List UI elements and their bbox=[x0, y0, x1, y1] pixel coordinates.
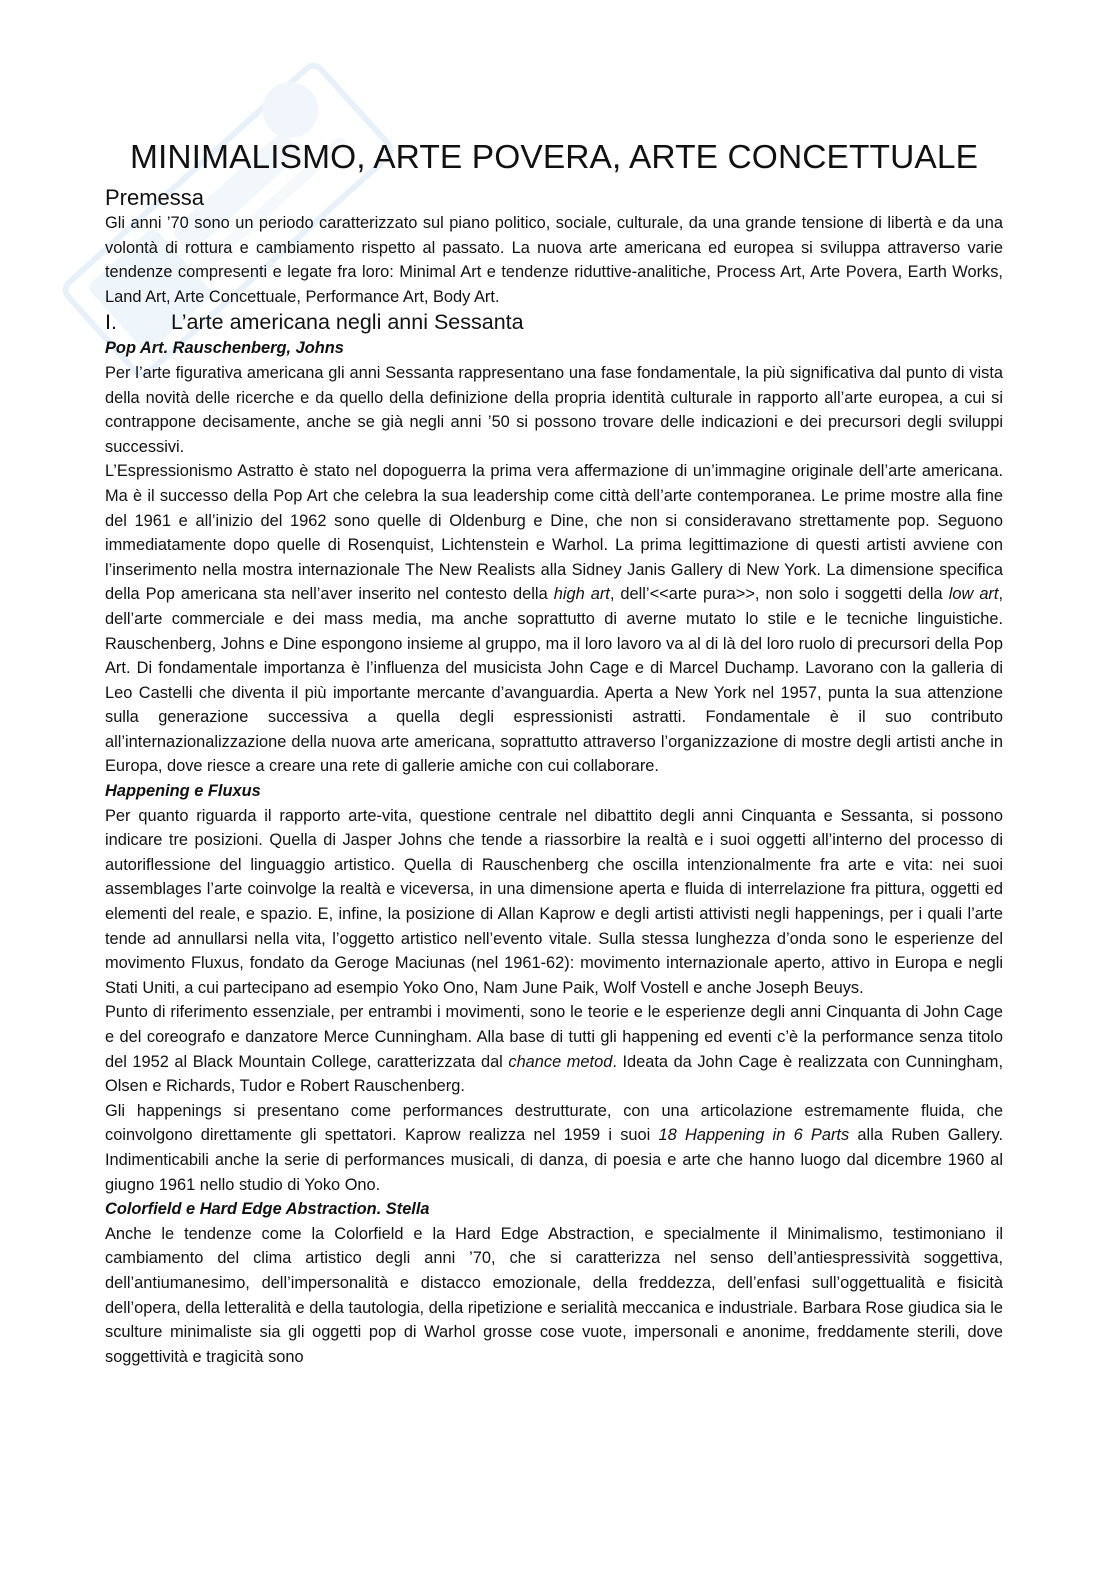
chapter-heading bbox=[105, 309, 1003, 336]
happening-paragraph-2 bbox=[105, 1000, 1003, 1098]
italic-term-chance-metod: chance metod bbox=[508, 1052, 613, 1071]
colorfield-heading: Colorfield e Hard Edge Abstraction. Stella bbox=[105, 1200, 430, 1219]
document-page bbox=[105, 138, 1003, 1369]
text-run: , dell’arte commerciale e dei mass media, ma anche soprattutto di averne mutato lo stile e le tecniche linguistiche. Rauschenberg, Johns e Dine espongono insieme al gruppo, ma il loro lavoro va al di là del loro ruolo di precursori della Pop Art. Di fondamentale importanza è l’influenza del musicista John Cage e di Marcel Duchamp. Lavorano con la galleria di Leo Castelli che diventa il più importante mercante d’avanguardia. Aperta a New York nel 1957, punta la sua attenzione sulla generazione successiva a quella degli espressionisti astratti. Fondamentale è il suo contributo all’internazionalizzazione della nuova arte americana, soprattutto attraverso l’organizzazione di mostre degli artisti anche in Europa, dove riesce a creare una rete di gallerie amiche con cui collaborare. bbox=[105, 585, 1004, 776]
italic-term-high-art: high art bbox=[553, 585, 610, 604]
italic-term-low-art: low art bbox=[948, 585, 999, 604]
text-run: alla Ruben Gallery. Indimenticabili anche la serie di performances musicali, di danza, di poesia e arte che hanno luogo dal dicembre 1960 al giugno 1961 nello studio di Yoko Ono. bbox=[105, 1126, 1003, 1194]
chapter-title: L’arte americana negli anni Sessanta bbox=[171, 310, 524, 335]
text-run: Gli happenings si presentano come performances destrutturate, con una articolazione estremamente fluida, che coinvolgono direttamente gli spettatori. Kaprow realizza nel 1959 i suoi bbox=[105, 1101, 1003, 1145]
happening-paragraph-1: Per quanto riguarda il rapporto arte-vita, questione centrale nel dibattito degli anni Cinquanta e Sessanta, si possono indicare tre posizioni. Quella di Jasper Johns che tende a riassorbire la realtà e i suoi oggetti all’interno del processo di autoriflessione del linguaggio artistico. Quella di Rauschenberg che oscilla intenzionalmente fra arte e vita: nei suoi assemblages l’arte coinvolge la realtà e viceversa, in una dimensione aperta e fluida di interrelazione fra pittura, oggetti ed elementi del reale, e spazio. E, infine, la posizione di Allan Kaprow e degli artisti attivisti negli happenings, per i quali l’arte tende ad annullarsi nella vita, l’oggetto artistico nell’evento vitale. Sulla stessa lunghezza d’onda sono le esperienze del movimento Fluxus, fondato da Geroge Maciunas (nel 1961-62): movimento internazionale aperto, attivo in Europa e negli Stati Uniti, a cui partecipano ad esempio Yoko Ono, Nam June Paik, Wolf Vostell e anche Joseph Beuys. bbox=[105, 806, 1003, 997]
document-title: MINIMALISMO, ARTE POVERA, ARTE CONCETTUALE bbox=[129, 139, 979, 176]
pop-art-paragraph-1: Per l’arte figurativa americana gli anni Sessanta rappresentano una fase fondamentale, la più significativa dal punto di vista della novità delle ricerche e da quello della definizione della propria identità culturale in rapporto all’arte europea, a cui si contrappone decisamente, anche se già negli anni ’50 si possono trovare delle indicazioni e dei precursori degli sviluppi successivi. bbox=[105, 363, 1003, 456]
premessa-heading: Premessa bbox=[105, 185, 205, 210]
pop-art-paragraph-2 bbox=[105, 459, 1003, 779]
text-run: , dell’<<arte pura>>, non solo i soggetti della bbox=[609, 585, 949, 604]
text-run: Punto di riferimento essenziale, per entrambi i movimenti, sono le teorie e le esperienze degli anni Cinquanta di John Cage e del coreografo e danzatore Merce Cunningham. Alla base di tutti gli happening ed eventi c’è la performance senza titolo del 1952 al Black Mountain College, caratterizzata dal bbox=[105, 1003, 1003, 1071]
pop-art-heading: Pop Art. Rauschenberg, Johns bbox=[105, 339, 344, 358]
text-run: L’Espressionismo Astratto è stato nel dopoguerra la prima vera affermazione di un’immagine originale dell’arte americana. Ma è il successo della Pop Art che celebra la sua leadership come città dell’arte contemporanea. Le prime mostre alla fine del 1961 e all’inizio del 1962 sono quelle di Oldenburg e Dine, che non si consideravano strettamente pop. Seguono immediatamente dopo quelle di Rosenquist, Lichtenstein e Warhol. La prima legittimazione di questi artisti avviene con l’inserimento nella mostra internazionale The New Realists alla Sidney Janis Gallery di New York. La dimensione specifica della Pop americana sta nell’aver inserito nel contesto della bbox=[105, 462, 1003, 604]
text-run: . Ideata da John Cage è realizzata con Cunningham, Olsen e Richards, Tudor e Robert Rauschenberg. bbox=[105, 1052, 1003, 1096]
premessa-paragraph: Gli anni ’70 sono un periodo caratterizzato sul piano politico, sociale, culturale, da una grande tensione di libertà e da una volontà di rottura e cambiamento rispetto al passato. La nuova arte americana ed europea si sviluppa attraverso varie tendenze compresenti e legate fra loro: Minimal Art e tendenze riduttive-analitiche, Process Art, Arte Povera, Earth Works, Land Art, Arte Concettuale, Performance Art, Body Art. bbox=[105, 214, 1003, 306]
happening-heading: Happening e Fluxus bbox=[105, 782, 261, 801]
italic-title-18-happening: 18 Happening in 6 Parts bbox=[658, 1126, 850, 1145]
colorfield-paragraph-1: Anche le tendenze come la Colorfield e la Hard Edge Abstraction, e specialmente il Minimalismo, testimoniano il cambiamento del clima artistico degli anni ’70, che si caratterizza nel senso dell’antiespressività soggettiva, dell’antiumanesimo, dell’impersonalità e distacco emozionale, della freddezza, dell’enfasi sull’oggettualità e fisicità dell’opera, della letteralità e della tautologia, della ripetizione e serialità meccanica e industriale. Barbara Rose giudica sia le sculture minimaliste sia gli oggetti pop di Warhol grosse cose vuote, impersonali e anonime, freddamente sterili, dove soggettività e tragicità sono bbox=[105, 1224, 1003, 1366]
happening-paragraph-3 bbox=[105, 1099, 1003, 1197]
chapter-number: I. bbox=[105, 310, 117, 335]
